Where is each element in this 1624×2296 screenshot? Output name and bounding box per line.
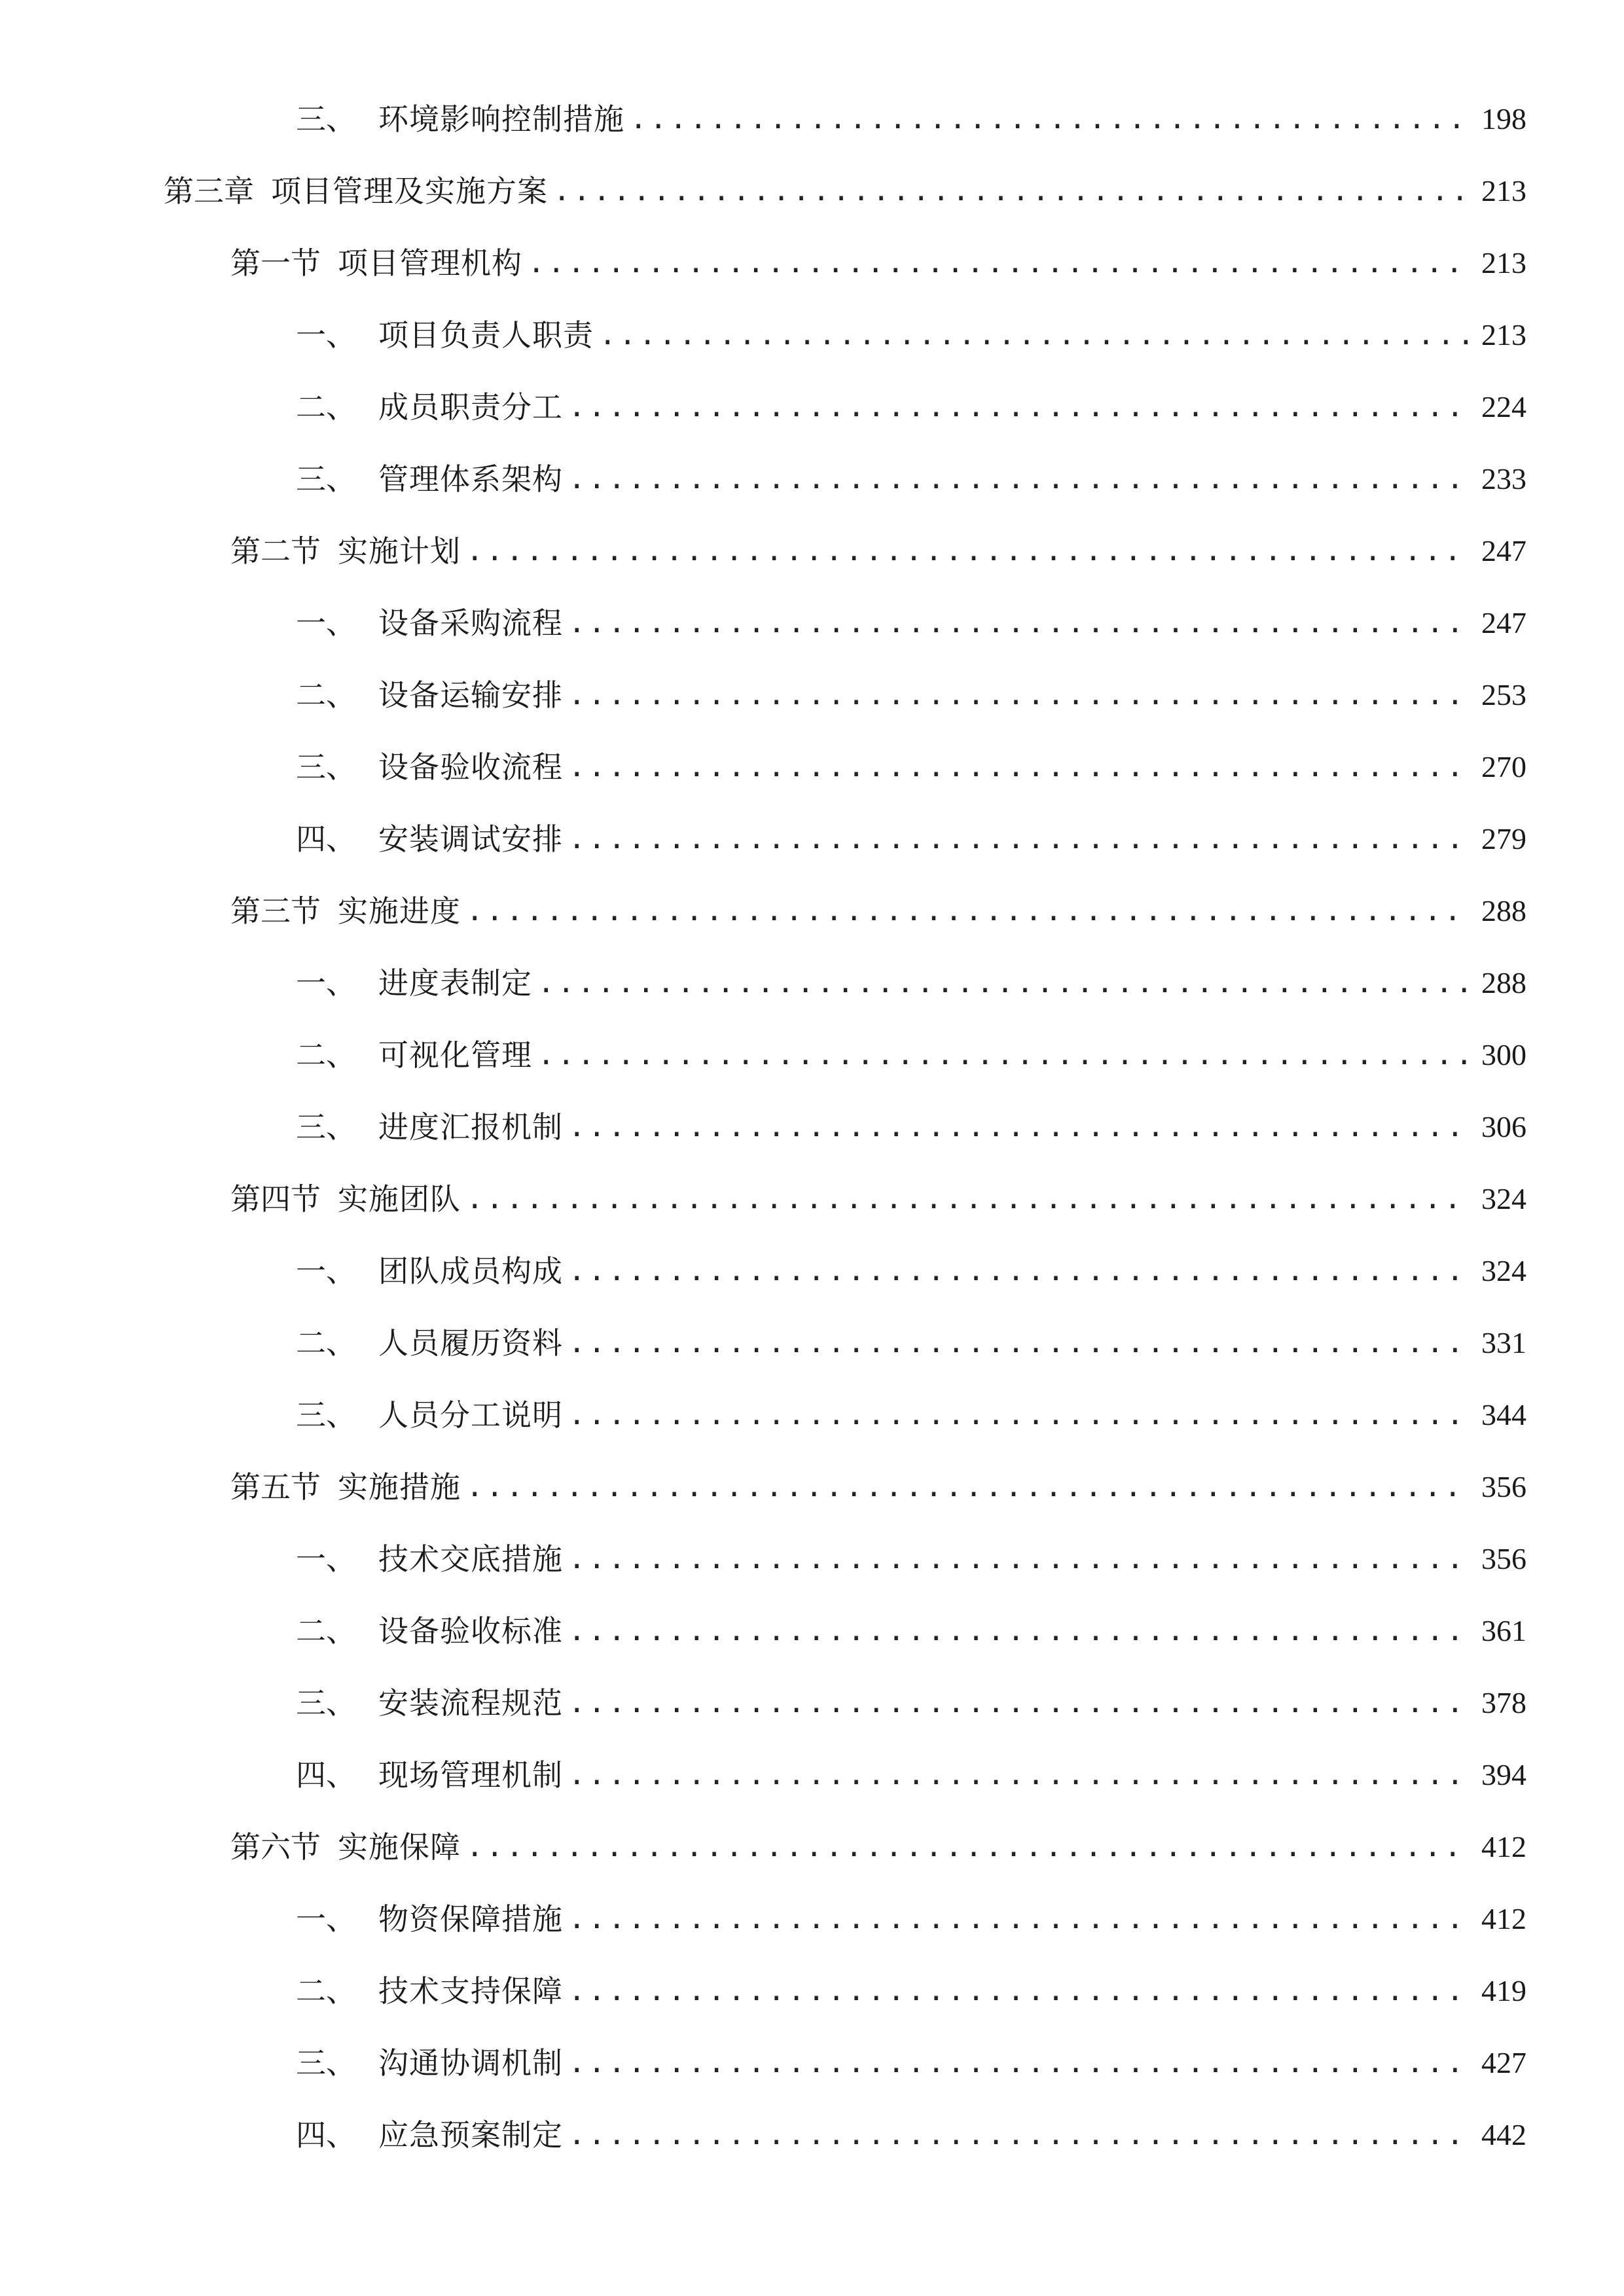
toc-entry-number: 一、 bbox=[296, 1541, 356, 1577]
toc-entry[interactable] bbox=[296, 1677, 1526, 1729]
toc-page-number: 394 bbox=[1481, 1758, 1526, 1791]
toc-entry[interactable] bbox=[296, 669, 1526, 721]
toc-entry-title: 技术交底措施 bbox=[378, 1541, 563, 1577]
toc-entry-number: 第六节 bbox=[230, 1829, 321, 1865]
toc-entry-number: 四、 bbox=[296, 821, 356, 857]
toc-entry[interactable] bbox=[230, 1173, 1526, 1225]
toc-entry[interactable] bbox=[296, 1389, 1526, 1441]
toc-entry-title: 进度汇报机制 bbox=[378, 1109, 563, 1145]
toc-page-number: 361 bbox=[1481, 1614, 1526, 1647]
toc-page-number: 356 bbox=[1481, 1542, 1526, 1575]
toc-dot-leader bbox=[599, 309, 1470, 361]
toc-entry[interactable] bbox=[296, 1029, 1526, 1081]
toc-entry-number: 三、 bbox=[296, 2045, 356, 2081]
toc-entry-number: 四、 bbox=[296, 2117, 356, 2153]
toc-dot-leader bbox=[568, 453, 1470, 505]
toc-entry[interactable] bbox=[296, 813, 1526, 865]
toc-entry-title: 进度表制定 bbox=[378, 965, 532, 1001]
toc-entry-number: 一、 bbox=[296, 965, 356, 1001]
toc-page-number: 288 bbox=[1481, 894, 1526, 927]
toc-dot-leader bbox=[568, 381, 1470, 433]
toc-entry-title: 实施措施 bbox=[338, 1469, 461, 1505]
toc-page-number: 300 bbox=[1481, 1038, 1526, 1071]
toc-entry[interactable] bbox=[296, 597, 1526, 649]
toc-page-number: 419 bbox=[1481, 1974, 1526, 2007]
toc-entry[interactable] bbox=[230, 1821, 1526, 1873]
toc-page-number: 213 bbox=[1481, 318, 1526, 351]
toc-entry-number: 第一节 bbox=[230, 245, 321, 281]
toc-entry-title: 项目管理及实施方案 bbox=[271, 173, 548, 209]
toc-entry-title: 设备运输安排 bbox=[378, 677, 563, 713]
toc-dot-leader bbox=[568, 1677, 1470, 1729]
toc-entry-title: 设备验收标准 bbox=[378, 1613, 563, 1649]
toc-page-number: 288 bbox=[1481, 966, 1526, 999]
toc-dot-leader bbox=[466, 885, 1470, 937]
toc-entry-title: 应急预案制定 bbox=[378, 2117, 563, 2153]
toc-entry[interactable] bbox=[296, 453, 1526, 505]
toc-entry-number: 一、 bbox=[296, 317, 356, 353]
toc-page-number: 279 bbox=[1481, 822, 1526, 855]
toc-entry-title: 实施进度 bbox=[338, 893, 461, 929]
toc-entry-title: 成员职责分工 bbox=[378, 389, 563, 425]
toc-dot-leader bbox=[568, 1533, 1470, 1585]
toc-entry-number: 第五节 bbox=[230, 1469, 321, 1505]
toc-entry-title: 项目负责人职责 bbox=[378, 317, 594, 353]
toc-dot-leader bbox=[630, 93, 1470, 145]
toc-page-number: 324 bbox=[1481, 1254, 1526, 1287]
toc-entry[interactable] bbox=[230, 1461, 1526, 1513]
toc-entry-title: 技术支持保障 bbox=[378, 1973, 563, 2009]
toc-entry[interactable] bbox=[230, 525, 1526, 577]
toc-entry[interactable] bbox=[230, 237, 1526, 289]
toc-entry-title: 管理体系架构 bbox=[378, 461, 563, 497]
toc-entry-number: 三、 bbox=[296, 749, 356, 785]
toc-dot-leader bbox=[568, 1749, 1470, 1801]
toc-page-number: 427 bbox=[1481, 2046, 1526, 2079]
toc-page-number: 233 bbox=[1481, 462, 1526, 495]
toc-page-number: 224 bbox=[1481, 390, 1526, 423]
toc-entry-title: 项目管理机构 bbox=[338, 245, 522, 281]
toc-entry-number: 三、 bbox=[296, 101, 356, 137]
toc-dot-leader bbox=[568, 597, 1470, 649]
toc-entry-number: 四、 bbox=[296, 1757, 356, 1793]
toc-entry[interactable] bbox=[296, 957, 1526, 1009]
toc-entry-number: 二、 bbox=[296, 1613, 356, 1649]
toc-entry-title: 安装流程规范 bbox=[378, 1685, 563, 1721]
toc-entry[interactable] bbox=[296, 1965, 1526, 2017]
toc-entry-number: 二、 bbox=[296, 1037, 356, 1073]
toc-dot-leader bbox=[568, 1893, 1470, 1945]
toc-page-number: 247 bbox=[1481, 606, 1526, 639]
toc-entry[interactable] bbox=[296, 2037, 1526, 2089]
toc-entry-title: 设备验收流程 bbox=[378, 749, 563, 785]
toc-dot-leader bbox=[568, 1389, 1470, 1441]
toc-entry-title: 设备采购流程 bbox=[378, 605, 563, 641]
toc-dot-leader bbox=[466, 525, 1470, 577]
toc-page-number: 442 bbox=[1481, 2118, 1526, 2151]
toc-page-number: 378 bbox=[1481, 1686, 1526, 1719]
toc-page-number: 247 bbox=[1481, 534, 1526, 567]
toc-dot-leader bbox=[568, 1317, 1470, 1369]
toc-dot-leader bbox=[537, 957, 1470, 1009]
toc-dot-leader bbox=[568, 1605, 1470, 1657]
toc-entry-title: 环境影响控制措施 bbox=[378, 101, 624, 137]
toc-entry[interactable] bbox=[296, 1101, 1526, 1153]
toc-dot-leader bbox=[466, 1173, 1470, 1225]
toc-page-number: 306 bbox=[1481, 1110, 1526, 1143]
toc-entry[interactable] bbox=[296, 1749, 1526, 1801]
toc-dot-leader bbox=[553, 165, 1470, 217]
toc-dot-leader bbox=[568, 741, 1470, 793]
toc-dot-leader bbox=[568, 1965, 1470, 2017]
toc-page-number: 253 bbox=[1481, 678, 1526, 711]
toc-entry-title: 实施团队 bbox=[338, 1181, 461, 1217]
toc-dot-leader bbox=[568, 2109, 1470, 2161]
toc-dot-leader bbox=[568, 669, 1470, 721]
toc-entry-title: 实施保障 bbox=[338, 1829, 461, 1865]
toc-dot-leader bbox=[466, 1821, 1470, 1873]
toc-entry-number: 三、 bbox=[296, 1397, 356, 1433]
toc-entry[interactable] bbox=[296, 1893, 1526, 1945]
toc-entry-title: 人员履历资料 bbox=[378, 1325, 563, 1361]
toc-page-number: 213 bbox=[1481, 246, 1526, 279]
toc-entry-title: 沟通协调机制 bbox=[378, 2045, 563, 2081]
toc-entry-number: 一、 bbox=[296, 1901, 356, 1937]
toc-entry-number: 第二节 bbox=[230, 533, 321, 569]
toc-entry-number: 三、 bbox=[296, 1109, 356, 1145]
toc-entry-number: 二、 bbox=[296, 389, 356, 425]
toc-entry-number: 二、 bbox=[296, 1973, 356, 2009]
toc-entry-title: 安装调试安排 bbox=[378, 821, 563, 857]
toc-entry-title: 可视化管理 bbox=[378, 1037, 532, 1073]
toc-page-number: 356 bbox=[1481, 1470, 1526, 1503]
toc-entry-title: 现场管理机制 bbox=[378, 1757, 563, 1793]
toc-dot-leader bbox=[568, 2037, 1470, 2089]
toc-entry[interactable] bbox=[296, 1245, 1526, 1297]
toc-page-number: 324 bbox=[1481, 1182, 1526, 1215]
toc-page-number: 412 bbox=[1481, 1902, 1526, 1935]
toc-entry-number: 三、 bbox=[296, 1685, 356, 1721]
toc-entry-number: 三、 bbox=[296, 461, 356, 497]
toc-entry[interactable] bbox=[296, 1533, 1526, 1585]
toc-entry[interactable] bbox=[296, 93, 1526, 145]
toc-entry-number: 二、 bbox=[296, 1325, 356, 1361]
toc-entry[interactable] bbox=[296, 741, 1526, 793]
toc-entry-title: 人员分工说明 bbox=[378, 1397, 563, 1433]
toc-dot-leader bbox=[537, 1029, 1470, 1081]
toc-entry-number: 第四节 bbox=[230, 1181, 321, 1217]
toc-dot-leader bbox=[528, 237, 1470, 289]
toc-entry-number: 一、 bbox=[296, 605, 356, 641]
toc-entry[interactable] bbox=[230, 885, 1526, 937]
toc-entry[interactable] bbox=[296, 381, 1526, 433]
toc-entry[interactable] bbox=[296, 309, 1526, 361]
toc-entry-title: 物资保障措施 bbox=[378, 1901, 563, 1937]
toc-page-number: 198 bbox=[1481, 102, 1526, 135]
toc-entry[interactable] bbox=[296, 1605, 1526, 1657]
toc-page-number: 213 bbox=[1481, 174, 1526, 207]
toc-entry[interactable] bbox=[296, 1317, 1526, 1369]
toc-page-number: 344 bbox=[1481, 1398, 1526, 1431]
toc-page-number: 331 bbox=[1481, 1326, 1526, 1359]
toc-page-number: 270 bbox=[1481, 750, 1526, 783]
toc-entry-number: 第三章 bbox=[164, 173, 254, 209]
toc-entry[interactable] bbox=[164, 165, 1526, 217]
toc-dot-leader bbox=[568, 1101, 1470, 1153]
toc-dot-leader bbox=[568, 813, 1470, 865]
toc-entry-title: 团队成员构成 bbox=[378, 1253, 563, 1289]
toc-page-number: 412 bbox=[1481, 1830, 1526, 1863]
toc-entry-title: 实施计划 bbox=[338, 533, 461, 569]
toc-dot-leader bbox=[466, 1461, 1470, 1513]
toc-entry-number: 第三节 bbox=[230, 893, 321, 929]
toc-dot-leader bbox=[568, 1245, 1470, 1297]
toc-entry[interactable] bbox=[296, 2109, 1526, 2161]
toc-entry-number: 一、 bbox=[296, 1253, 356, 1289]
toc-entry-number: 二、 bbox=[296, 677, 356, 713]
